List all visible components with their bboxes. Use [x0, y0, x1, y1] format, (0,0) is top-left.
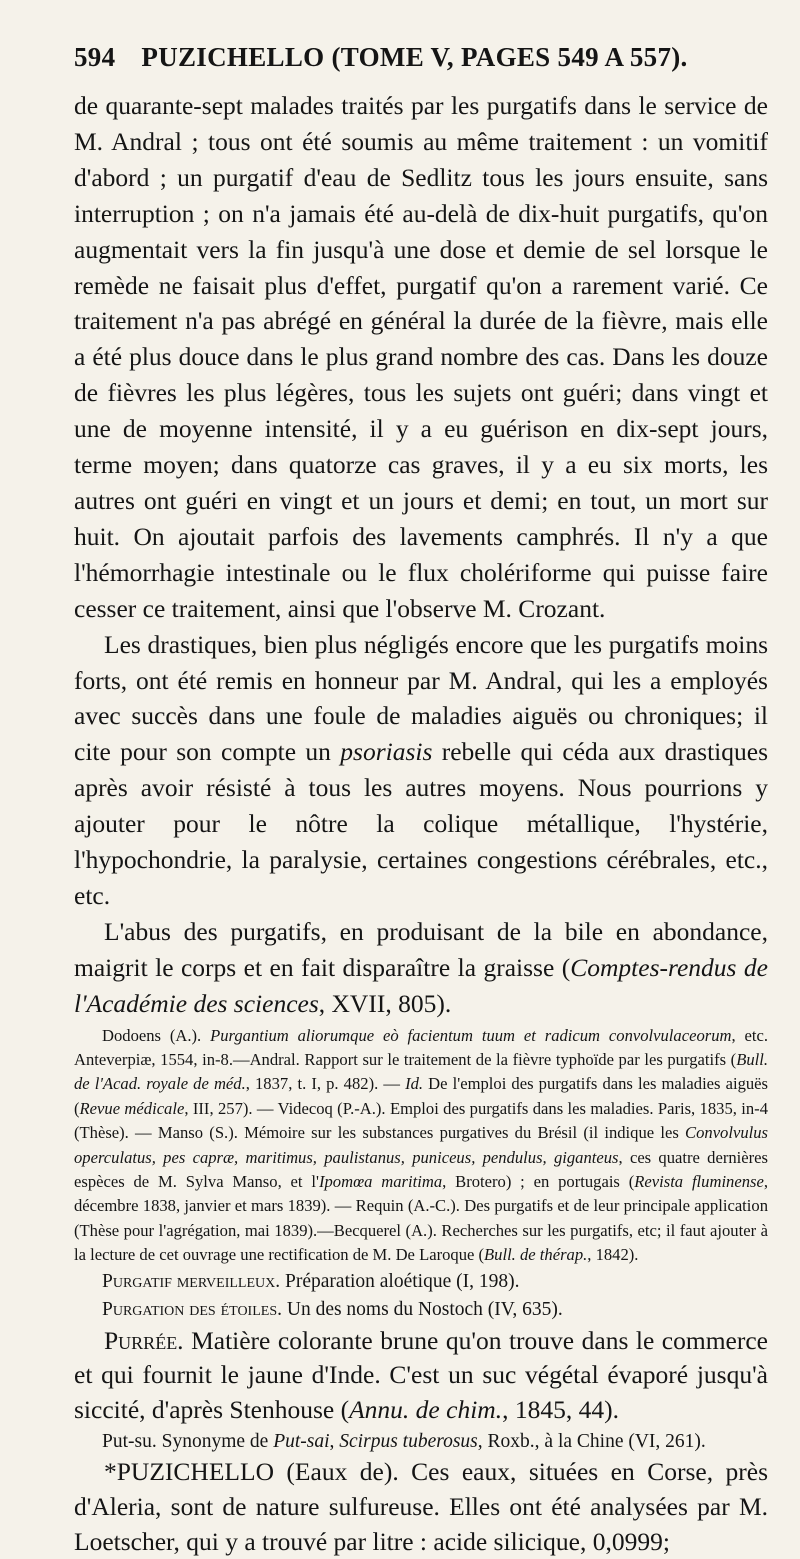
- running-title: PUZICHELLO (TOME V, PAGES 549 A 557).: [141, 42, 688, 72]
- entry-purgation-des-etoiles: Purgation des étoiles. Un des noms du Nostoch (IV, 635).: [102, 1298, 563, 1320]
- main-text-continued: [74, 1324, 768, 1428]
- page-number: 594: [74, 42, 116, 72]
- entry-purgatif-merveilleux: Purgatif merveilleux. Préparation aloétique (I, 198).: [102, 1270, 520, 1292]
- paragraph-purgatifs-treatment: de quarante-sept malades traités par les purgatifs dans le service de M. Andral ; tous ont été soumis au même traitement : un vomitif d'abord ; un purgatif d'eau de Sedlitz tous les jours ensuite, sans interruption ; on n'a jamais été au-delà de dix-huit purgatifs, qu'on augmentait vers la fin jusqu'à une dose et demie de sel lorsque le remède ne faisait plus d'effet, purgatif qu'on a rarement varié. Ce traitement n'a pas abrégé en général la durée de la fièvre, mais elle a été plus douce dans le plus grand nombre des cas. Dans les douze de fièvres les plus légères, tous les sujets ont guéri; dans vingt et une de moyenne intensité, il y a eu guérison en dix-sept jours, terme moyen; dans quatorze cas graves, il y a eu six morts, les autres ont guéri en vingt et un jours et demi; en tout, un mort sur huit. On ajoutait parfois des lavements camphrés. Il n'y a que l'hémorrhagie intestinale ou le flux cholériforme qui puisse faire cesser ce traitement, ainsi que l'observe M. Crozant.: [74, 91, 768, 623]
- entry-puzichello: *PUZICHELLO (Eaux de). Ces eaux, situées en Corse, près d'Aleria, sont de nature sulfureuse. Elles ont été analysées par M. Loetscher, qui y a trouvé par litre : acide silicique, 0,0999;: [74, 1457, 768, 1556]
- paragraph-abus-purgatifs: L'abus des purgatifs, en produisant de la bile en abondance, maigrit le corps et en fait disparaître la graisse (Comptes-rendus de l'Académie des sciences, XVII, 805).: [74, 916, 768, 1018]
- running-header: [74, 42, 768, 84]
- entry-put-su: Put-su. Synonyme de Put-sai, Scirpus tuberosus, Roxb., à la Chine (VI, 261).: [102, 1431, 706, 1453]
- entry-term: Purgatif merveilleux.: [102, 1270, 281, 1292]
- entry-term: Put-su.: [102, 1431, 157, 1453]
- main-text: [74, 88, 768, 1022]
- main-text-puzichello: [74, 1455, 768, 1559]
- entry-term: Purrée.: [104, 1325, 184, 1355]
- paragraph-drastiques: Les drastiques, bien plus négligés encore que les purgatifs moins forts, ont été remis en honneur par M. Andral, qui les a employés avec succès dans une foule de maladies aiguës ou chroniques; il cite pour son compte un psoriasis rebelle qui céda aux drastiques après avoir résisté à tous les autres moyens. Nous pourrions y ajouter pour le nôtre la colique métallique, l'hystérie, l'hypochondrie, la paralysie, certaines congestions cérébrales, etc., etc.: [74, 629, 768, 910]
- entry-purree: Purrée. Matière colorante brune qu'on trouve dans le commerce et qui fournit le jaune d'Inde. C'est un suc végétal évaporé jusqu'à siccité, d'après Stenhouse (Annu. de chim., 1845, 44).: [74, 1325, 768, 1425]
- entry-term: Purgation des étoiles.: [102, 1298, 282, 1320]
- entry-term: *PUZICHELLO: [104, 1457, 274, 1487]
- bibliography: Dodoens (A.). Purgantium aliorumque eò facientum tuum et radicum convolvulaceorum, etc. Anteverpiæ, 1554, in-8.—Andral. Rapport sur le traitement de la fièvre typhoïde par les purgatifs (Bull. de l'Acad. royale de méd., 1837, t. I, p. 482). — Id. De l'emploi des purgatifs dans les maladies aiguës (Revue médicale, III, 257). — Videcoq (P.-A.). Emploi des purgatifs dans les maladies. Paris, 1835, in-4 (Thèse). — Manso (S.). Mémoire sur les substances purgatives du Brésil (il indique les Convolvulus operculatus, pes capræ, maritimus, paulistanus, puniceus, pendulus, giganteus, ces quatre dernières espèces de M. Sylva Manso, et l'Ipomœa maritima, Brotero) ; en portugais (Revista fluminense, décembre 1838, janvier et mars 1839). — Requin (A.-C.). Des purgatifs et de leur principale application (Thèse pour l'agrégation, mai 1839).—Becquerel (A.). Recherches sur les purgatifs, etc; il faut ajouter à la lecture de cet ouvrage une rectification de M. De Laroque (Bull. de thérap., 1842).: [74, 1025, 769, 1265]
